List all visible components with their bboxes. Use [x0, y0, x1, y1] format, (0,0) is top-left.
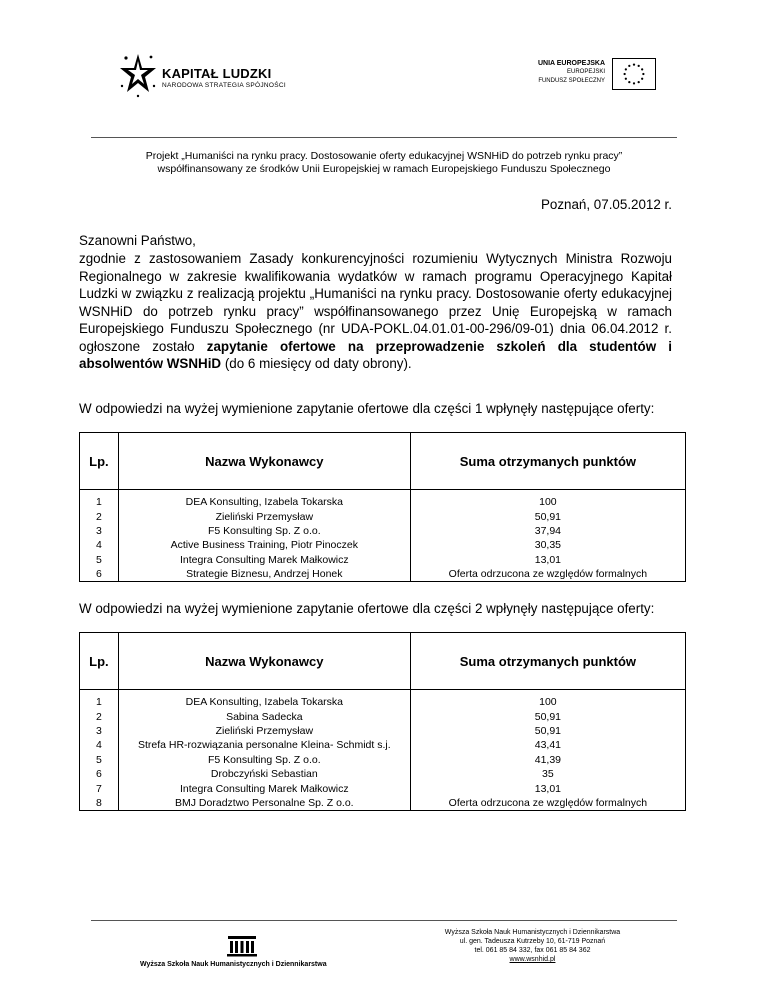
school-address [420, 928, 645, 964]
cell-points: Oferta odrzucona ze względów formalnych [410, 796, 685, 811]
header-name: Nazwa Wykonawcy [118, 433, 410, 490]
cell-lp: 6 [80, 567, 119, 582]
table-row [80, 781, 686, 795]
salutation: Szanowni Państwo, [79, 233, 196, 248]
cell-points: 37,94 [410, 524, 685, 538]
cell-lp: 2 [80, 509, 119, 523]
header-lp: Lp. [80, 433, 119, 490]
cell-lp: 4 [80, 538, 119, 552]
cell-points: Oferta odrzucona ze względów formalnych [410, 567, 685, 582]
cell-name: Active Business Training, Piotr Pinoczek [118, 538, 410, 552]
kapital-ludzki-logo [118, 52, 286, 102]
cell-lp: 8 [80, 796, 119, 811]
table-row [80, 495, 686, 509]
letter-date: Poznań, 07.05.2012 r. [540, 197, 672, 212]
part1-intro: W odpowiedzi na wyżej wymienione zapytanie ofertowe dla części 1 wpłynęły następujące oferty: [79, 401, 655, 416]
cell-name: Integra Consulting Marek Małkowicz [118, 553, 410, 567]
cell-lp: 1 [80, 495, 119, 509]
results-table-part2 [79, 632, 686, 811]
table-row [80, 709, 686, 723]
table-row [80, 753, 686, 767]
cell-points: 30,35 [410, 538, 685, 552]
eu-flag-icon [612, 58, 656, 90]
table-row [80, 796, 686, 811]
intro-paragraph-tail: (do 6 miesięcy od daty obrony). [224, 356, 412, 371]
cell-points: 100 [410, 695, 685, 709]
cell-name: Sabina Sadecka [118, 709, 410, 723]
intro-paragraph-text: zgodnie z zastosowaniem Zasady konkurencyjności rozumieniu Wytycznych Ministra Rozwoju Regionalnego w zakresie kwalifikowania wydatków w ramach programu Operacyjnego Kapitał Ludzki w związku z realizacją projektu „Humaniści na rynku pracy. Dostosowanie oferty edukacyjnej WSNHiD do potrzeb rynku pracy” współfinansowanego przez Unię Europejską w ramach Europejskiego Funduszu Społecznego (nr UDA-POKL.04.01.01-00-296/09-01) dnia 06.04.2012 r. ogłoszone zostało [79, 251, 672, 354]
kapital-ludzki-subtitle: NARODOWA STRATEGIA SPÓJNOŚCI [162, 82, 286, 89]
footer-divider [91, 920, 677, 921]
results-table-part1 [79, 432, 686, 582]
cell-lp: 2 [80, 709, 119, 723]
header-divider [91, 137, 677, 138]
cell-points: 43,41 [410, 738, 685, 752]
table-row [80, 724, 686, 738]
cell-name: Drobczyński Sebastian [118, 767, 410, 781]
cell-points: 35 [410, 767, 685, 781]
cell-name: Zieliński Przemysław [118, 724, 410, 738]
cell-name: Strefa HR-rozwiązania personalne Kleina- Schmidt s.j. [118, 738, 410, 752]
building-columns-icon [226, 935, 258, 957]
cell-points: 13,01 [410, 553, 685, 567]
header-lp: Lp. [80, 633, 119, 690]
eu-text [538, 59, 605, 86]
cell-name: F5 Konsulting Sp. Z o.o. [118, 753, 410, 767]
cell-name: Strategie Biznesu, Andrzej Honek [118, 567, 410, 582]
project-description [91, 150, 677, 176]
cell-lp: 5 [80, 753, 119, 767]
cell-name: Integra Consulting Marek Małkowicz [118, 781, 410, 795]
eu-line-3: FUNDUSZ SPOŁECZNY [538, 78, 605, 84]
cell-name: F5 Konsulting Sp. Z o.o. [118, 524, 410, 538]
table-row [80, 524, 686, 538]
school-logo-name: Wyższa Szkoła Nauk Humanistycznych i Dziennikarstwa [140, 961, 327, 968]
intro-paragraph-bold: zapytanie ofertowe na przeprowadzenie szkoleń dla studentów i absolwentów WSNHiD [79, 338, 672, 371]
project-line-1: Projekt „Humaniści na rynku pracy. Dostosowanie oferty edukacyjnej WSNHiD do potrzeb rynku pracy” [145, 150, 623, 162]
cell-name: BMJ Doradztwo Personalne Sp. Z o.o. [118, 796, 410, 811]
table-header-row [80, 633, 686, 690]
header-name: Nazwa Wykonawcy [118, 633, 410, 690]
header-points: Suma otrzymanych punktów [410, 433, 685, 490]
cell-lp: 3 [80, 724, 119, 738]
eu-line-2: EUROPEJSKI [566, 69, 605, 75]
cell-lp: 5 [80, 553, 119, 567]
cell-lp: 1 [80, 695, 119, 709]
cell-lp: 4 [80, 738, 119, 752]
cell-points: 50,91 [410, 724, 685, 738]
table-row [80, 553, 686, 567]
cell-points: 50,91 [410, 709, 685, 723]
cell-name: Zieliński Przemysław [118, 509, 410, 523]
cell-points: 41,39 [410, 753, 685, 767]
cell-lp: 7 [80, 781, 119, 795]
cell-points: 50,91 [410, 509, 685, 523]
table-row [80, 567, 686, 582]
table-row [80, 695, 686, 709]
eu-line-1: UNIA EUROPEJSKA [537, 60, 605, 67]
cell-lp: 6 [80, 767, 119, 781]
eu-logo [510, 58, 660, 98]
address-line-2: ul. gen. Tadeusza Kutrzeby 10, 61-719 Poznań [459, 938, 606, 945]
project-line-2: współfinansowany ze środków Unii Europejskiej w ramach Europejskiego Funduszu Społecznego [157, 163, 611, 175]
cell-name: DEA Konsulting, Izabela Tokarska [118, 495, 410, 509]
cell-points: 100 [410, 495, 685, 509]
part2-intro: W odpowiedzi na wyżej wymienione zapytanie ofertowe dla części 2 wpłynęły następujące oferty: [79, 601, 655, 616]
table-row [80, 538, 686, 552]
kapital-ludzki-title: KAPITAŁ LUDZKI [162, 66, 272, 81]
header-points: Suma otrzymanych punktów [410, 633, 685, 690]
website-link[interactable]: www.wsnhid.pl [509, 956, 556, 963]
address-line-1: Wyższa Szkoła Nauk Humanistycznych i Dziennikarstwa [444, 929, 621, 936]
cell-name: DEA Konsulting, Izabela Tokarska [118, 695, 410, 709]
table-row [80, 767, 686, 781]
star-figure-icon [118, 52, 158, 98]
address-line-3: tel. 061 85 84 332, fax 061 85 84 362 [474, 947, 591, 954]
intro-paragraph [79, 250, 672, 373]
cell-points: 13,01 [410, 781, 685, 795]
table-row [80, 509, 686, 523]
table-header-row [80, 433, 686, 490]
table-row [80, 738, 686, 752]
cell-lp: 3 [80, 524, 119, 538]
